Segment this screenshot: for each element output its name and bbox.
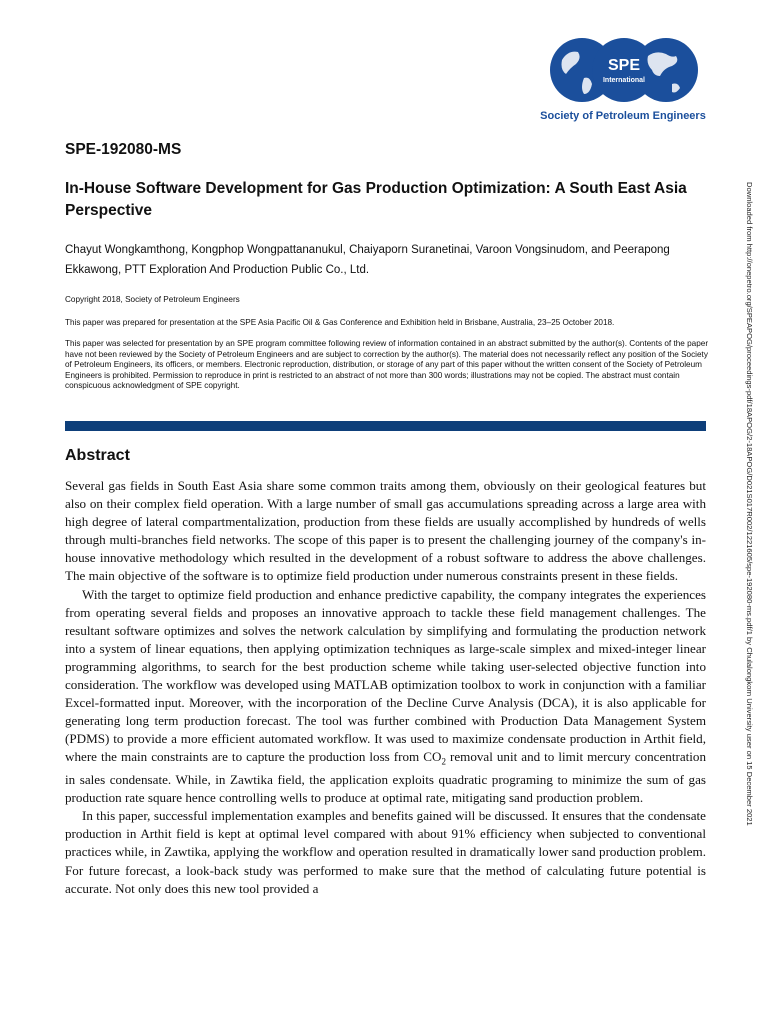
paper-id: SPE-192080-MS	[65, 141, 182, 158]
section-divider	[65, 421, 706, 431]
logo-mark-text: SPE	[607, 57, 641, 74]
presentation-notice: This paper was prepared for presentation at the SPE Asia Pacific Oil & Gas Conference and Exhibition held in Brisbane, Australia, 23–25 October 2018.	[65, 318, 615, 327]
spe-logo	[538, 30, 704, 126]
logo-caption: Society of Petroleum Engineers	[540, 110, 706, 122]
author-list: Chayut Wongkamthong, Kongphop Wongpattananukul, Chaiyaporn Suranetinai, Varoon Vongsinudom, and Peerapong Ekkawong, PTT Exploration And Production Public Co., Ltd.	[65, 244, 670, 276]
abstract-heading: Abstract	[65, 447, 130, 464]
subscript: 2	[441, 757, 446, 768]
paper-title: In-House Software Development for Gas Production Optimization: A South East Asia Perspective	[65, 180, 687, 219]
download-watermark: Downloaded from http://onepetro.org/SPEAPOG/proceedings-pdf/18APOG/2-18APOG/D021S017R002/1221605/spe-192080-ms.pdf/1 by Chulalongkorn University user on 15 December 2021	[745, 182, 754, 826]
abstract-paragraph	[65, 586, 706, 808]
abstract-body	[65, 477, 706, 898]
review-disclaimer: This paper was selected for presentation by an SPE program committee following review of information contained in an abstract submitted by the author(s). Contents of the paper have not been reviewed by the Society of Petroleum Engineers and are subject to correction by the author(s). The material does not necessarily reflect any position of the Society of Petroleum Engineers, its officers, or members. Electronic reproduction, distribution, or storage of any part of this paper without the written consent of the Society of Petroleum Engineers is prohibited. Permission to reproduce in print is restricted to an abstract of not more than 300 words; illustrations may not be copied. The abstract must contain conspicuous acknowledgment of SPE copyright.	[65, 339, 709, 390]
globe-logo-icon	[540, 30, 706, 110]
logo-mark-subtext: International	[602, 77, 646, 84]
copyright-notice: Copyright 2018, Society of Petroleum Engineers	[65, 295, 240, 304]
abstract-paragraph: Several gas fields in South East Asia share some common traits among them, obviously on their geological features but also on their complex field operation. With a large number of small gas accumulations spreading across a large area with high degree of lateral compartmentalization, production from these fields are usually accomplished by hundreds of wells through multi-branches field networks. The scope of this paper is to present the challenging journey of the company's in-house innovative methodology which resulted in the development of a robust software to address the above challenges. The main objective of the software is to optimize field production under numerous constraints present in these fields.	[65, 478, 706, 584]
paragraph-text: With the target to optimize field production and enhance predictive capability, the company integrates the experiences from operating several fields and proposes an innovative approach to tackle these field management challenges. The resultant software optimizes and solves the network calculation by simplifying and formulating the production network into a system of linear equations, then applying optimization techniques as large-scale simplex and mixed-integer linear programming algorithms, to search for the best production scheme while taking user-selected objective function into consideration. The workflow was developed using MATLAB optimization toolbox to work in conjunction with a familiar Excel-formatted input. Moreover, with the incorporation of the Decline Curve Analysis (DCA), it is also applicable for generating long term production forecast. The tool was further combined with Production Data Management System (PDMS) to provide a more efficient automated workflow. It was used to maximize condensate production in Arthit field, where the main constraints are to capture the production loss from CO	[65, 586, 706, 765]
paragraph-text: removal unit and to limit mercury concentration in sales condensate. While, in Zawtika field, the application exploits quadratic programing to minimize the sum of gas production rate square hence controlling wells to produce at optimal rate, mitigating sand production problem.	[65, 749, 706, 806]
abstract-paragraph: In this paper, successful implementation examples and benefits gained will be discussed. It ensures that the condensate production in Arthit field is kept at optimal level compared with about 91% efficiency when subjected to conventional practices while, in Zawtika, applying the workflow and operation resulted in dramatically lower sand production problem. For future forecast, a look-back study was performed to make sure that the method of calculating future potential is accurate. Not only does this new tool provided a	[65, 808, 706, 896]
